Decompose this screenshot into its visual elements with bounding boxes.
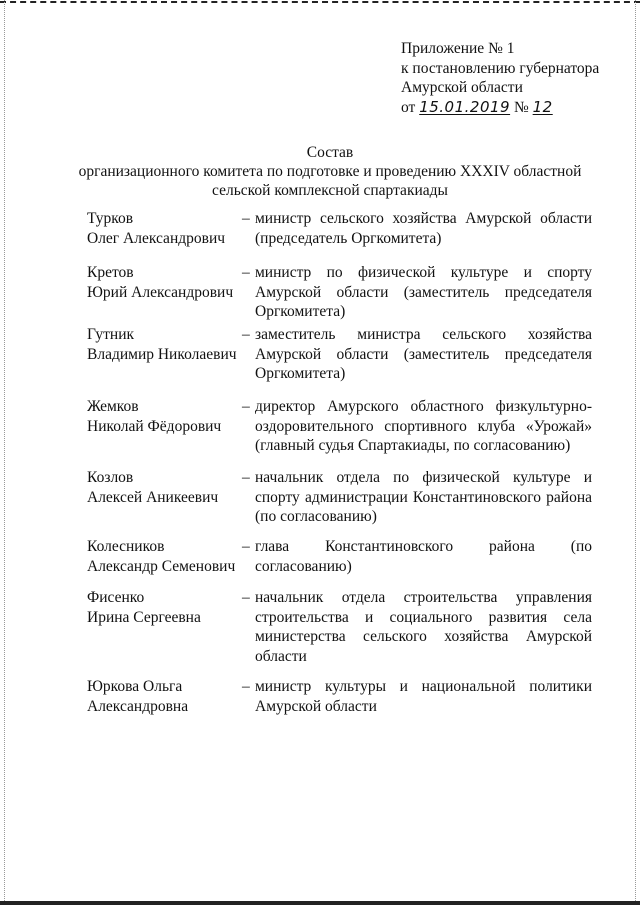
member-surname: Фисенко: [87, 589, 145, 606]
member-name: [87, 325, 237, 364]
member-given-name: Ирина Сергеевна: [87, 608, 201, 626]
member-dash: –: [242, 398, 250, 415]
member-given-name: Алексей Аникеевич: [87, 488, 219, 506]
member-name: [87, 537, 237, 576]
member-entry: [87, 537, 592, 576]
member-surname: Жемков: [87, 398, 139, 415]
scan-edge-right: [635, 0, 636, 905]
number-value: 12: [532, 97, 553, 116]
member-dash: –: [242, 469, 250, 486]
member-entry: [87, 263, 592, 322]
member-entry: [87, 588, 592, 666]
scan-edge-top: [0, 1, 640, 3]
member-role: директор Амурского областного физкультурно-оздоровительного спортивного клуба «Урожай» (главный судья Спартакиады, по согласованию): [255, 398, 592, 454]
member-given-name: Владимир Николаевич: [87, 345, 237, 363]
appendix-block: [401, 39, 599, 117]
member-name: [87, 209, 237, 248]
member-role: начальник отдела строительства управления строительства и социального развития села министерства сельского хозяйства Амурской области: [255, 589, 592, 665]
member-surname: Гутник: [87, 326, 135, 343]
date-prefix: от: [401, 98, 416, 116]
appendix-line-1: Приложение № 1: [401, 40, 515, 57]
title-line-3: сельской комплексной спартакиады: [212, 182, 448, 199]
member-role: глава Константиновского района (по согласованию): [255, 538, 592, 575]
document-title: [70, 143, 590, 200]
appendix-line-3: Амурской области: [401, 79, 523, 96]
member-surname: Козлов: [87, 469, 134, 486]
member-entry: [87, 325, 592, 384]
member-surname: Юркова Ольга: [87, 678, 183, 695]
title-line-2: организационного комитета по подготовке и проведению XXXIV областной: [78, 163, 582, 180]
member-role: министр по физической культуре и спорту Амурской области (заместитель председателя Оргкомитета): [255, 264, 592, 320]
member-dash: –: [242, 678, 250, 695]
member-surname: Кретов: [87, 264, 134, 281]
member-entry: [87, 468, 592, 527]
scan-edge-bottom: [0, 901, 640, 905]
member-dash: –: [242, 589, 250, 606]
member-role: заместитель министра сельского хозяйства Амурской области (заместитель председателя Оргкомитета): [255, 326, 592, 382]
member-name: [87, 263, 237, 302]
appendix-date-line: [401, 98, 599, 118]
member-dash: –: [242, 210, 250, 227]
member-role: министр культуры и национальной политики Амурской области: [255, 678, 592, 715]
member-given-name: Николай Фёдорович: [87, 417, 222, 435]
member-surname: Турков: [87, 210, 134, 227]
appendix-line-2: к постановлению губернатора: [401, 59, 600, 77]
scan-edge-left: [4, 0, 5, 905]
member-entry: [87, 677, 592, 716]
member-dash: –: [242, 326, 250, 343]
member-given-name: Олег Александрович: [87, 229, 226, 247]
member-name: [87, 397, 237, 436]
member-dash: –: [242, 538, 250, 555]
member-surname: Колесников: [87, 538, 165, 555]
member-given-name: Александр Семенович: [87, 557, 236, 575]
member-given-name: Александровна: [87, 697, 189, 715]
member-role: министр сельского хозяйства Амурской области (председатель Оргкомитета): [255, 210, 592, 247]
member-role: начальник отдела по физической культуре и спорту администрации Константиновского района (по согласованию): [255, 469, 592, 525]
member-dash: –: [242, 264, 250, 281]
member-entry: [87, 209, 592, 248]
member-name: [87, 468, 237, 507]
member-entry: [87, 397, 592, 456]
member-name: [87, 588, 237, 627]
number-label: №: [513, 98, 529, 116]
member-name: [87, 677, 237, 716]
date-value: 15.01.2019: [419, 97, 511, 116]
member-given-name: Юрий Александрович: [87, 283, 234, 301]
title-heading: Состав: [306, 144, 354, 161]
